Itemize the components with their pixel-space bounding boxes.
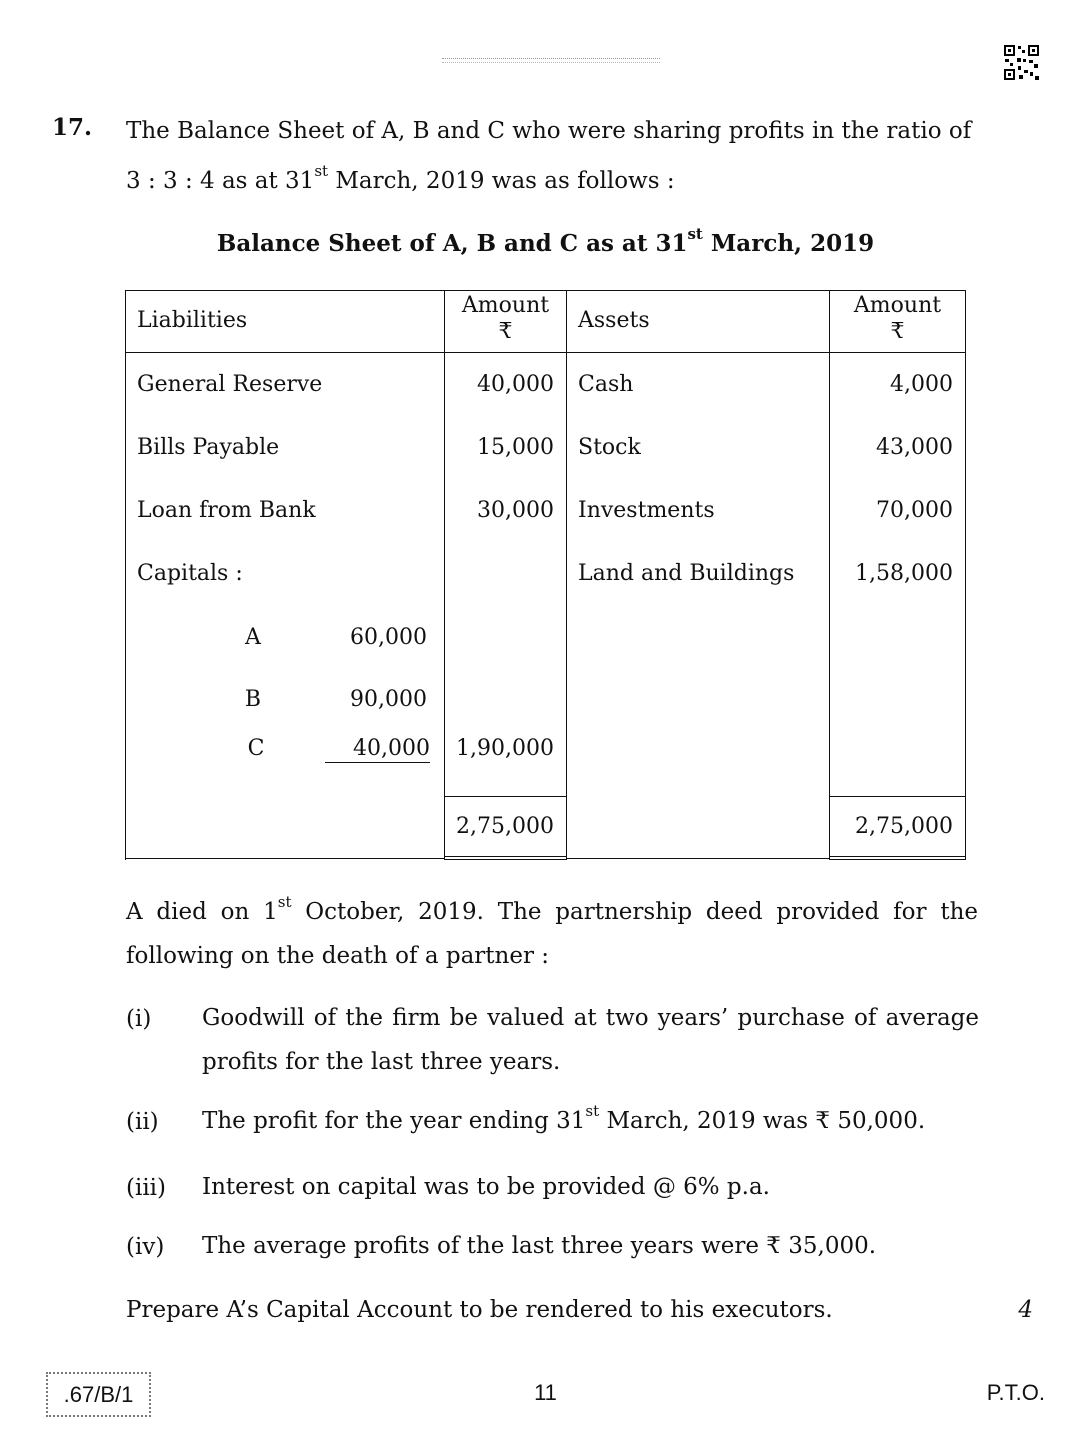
- provision-text: Interest on capital was to be provided @ 6% p.a.: [202, 1174, 770, 1200]
- liability-label: Capitals :: [137, 561, 243, 586]
- header-amount-liabilities: Amount ₹: [461, 293, 550, 344]
- provision-text: The profit for the year ending 31st March, 2019 was ₹ 50,000.: [202, 1102, 926, 1134]
- question-text-line2: 3 : 3 : 4 as at 31st March, 2019 was as follows :: [126, 162, 675, 194]
- pto-label: P.T.O.: [986, 1380, 1045, 1405]
- balance-sheet-title: Balance Sheet of A, B and C as at 31st March, 2019: [216, 225, 875, 257]
- total-assets: 2,75,000: [855, 814, 953, 839]
- capital-amount: 90,000: [350, 687, 427, 712]
- marks: 4: [1018, 1297, 1033, 1323]
- liability-label: Loan from Bank: [137, 498, 316, 523]
- asset-amount: 1,58,000: [855, 561, 953, 586]
- asset-label: Cash: [578, 372, 634, 397]
- asset-amount: 4,000: [890, 372, 953, 397]
- death-text-line2: following on the death of a partner :: [126, 943, 550, 969]
- capital-partner: A: [245, 625, 261, 650]
- liability-label: Bills Payable: [137, 435, 280, 460]
- capital-amount: 60,000: [350, 625, 427, 650]
- provision-text: The average profits of the last three years were ₹ 35,000.: [202, 1233, 877, 1259]
- asset-label: Stock: [578, 435, 641, 460]
- asset-label: Investments: [578, 498, 715, 523]
- provision-number: (iv): [126, 1234, 165, 1260]
- question-text-line1: The Balance Sheet of A, B and C who were sharing profits in the ratio of: [126, 118, 972, 144]
- liability-amount: 15,000: [477, 435, 554, 460]
- header-liabilities: Liabilities: [137, 308, 248, 333]
- liability-amount: 30,000: [477, 498, 554, 523]
- asset-amount: 43,000: [876, 435, 953, 460]
- question-number: 17.: [52, 114, 93, 141]
- header-amount-assets: Amount ₹: [853, 293, 942, 344]
- capital-partner: C: [247, 736, 265, 761]
- qr-code-icon: [1003, 44, 1040, 81]
- asset-amount: 70,000: [876, 498, 953, 523]
- asset-label: Land and Buildings: [578, 561, 795, 586]
- provision-number: (iii): [126, 1175, 167, 1201]
- liability-amount: 40,000: [477, 372, 554, 397]
- balance-sheet-table: [125, 290, 966, 860]
- paper-code: .67/B/1: [46, 1372, 151, 1417]
- provision-text: Goodwill of the firm be valued at two years’ purchase of average profits for the last three years.: [202, 1005, 979, 1075]
- capitals-total: 1,90,000: [456, 736, 554, 761]
- header-strip: [442, 58, 660, 63]
- capital-partner: B: [244, 687, 262, 712]
- liability-label: General Reserve: [137, 372, 323, 397]
- header-assets: Assets: [578, 308, 650, 333]
- instruction-text: Prepare A’s Capital Account to be rendered to his executors.: [126, 1297, 833, 1323]
- provision-number: (ii): [126, 1109, 159, 1135]
- page-number: 11: [534, 1380, 557, 1405]
- total-liabilities: 2,75,000: [456, 814, 554, 839]
- capital-amount: 40,000: [325, 736, 430, 763]
- provision-number: (i): [126, 1006, 152, 1032]
- death-text-line1: A died on 1st October, 2019. The partnership deed provided for the: [126, 893, 978, 925]
